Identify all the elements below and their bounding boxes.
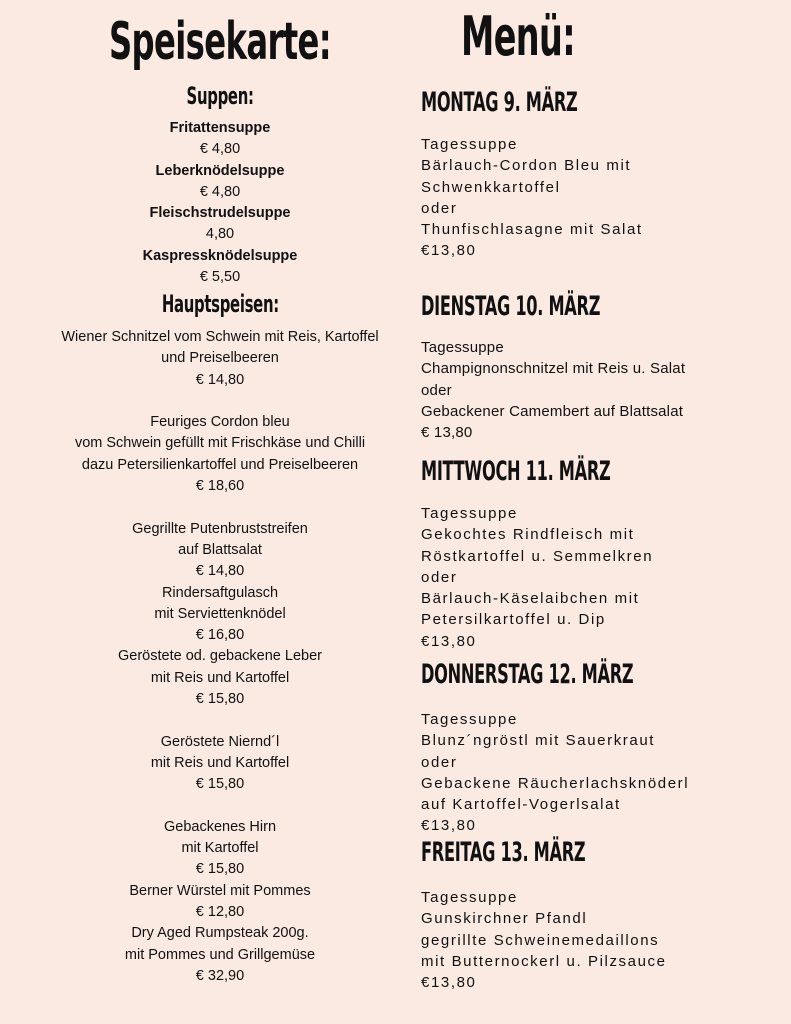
main-dish-line: mit Kartoffel bbox=[181, 840, 259, 857]
day-menu-line: Champignonschnitzel mit Reis u. Salat bbox=[421, 360, 686, 378]
day-menu-friday bbox=[421, 838, 786, 993]
speisekarte-title: Speisekarte: bbox=[108, 12, 332, 72]
day-lines bbox=[421, 709, 786, 837]
day-menu-line: gegrillte Schweinemedaillons bbox=[421, 931, 660, 949]
main-dish-line: € 16,80 bbox=[195, 627, 245, 644]
soups-heading: Suppen: bbox=[186, 82, 254, 110]
main-dish-line: € 18,60 bbox=[195, 478, 245, 495]
day-menu-line: €13,80 bbox=[421, 817, 477, 835]
main-dish-line: € 15,80 bbox=[195, 861, 245, 878]
day-menu-line: oder bbox=[421, 568, 458, 586]
day-menu-line: oder bbox=[421, 753, 458, 771]
soup-price: € 4,80 bbox=[199, 141, 241, 157]
main-dish-line: mit Reis und Kartoffel bbox=[150, 669, 290, 686]
day-menu-line: €13,80 bbox=[421, 242, 477, 260]
day-menu-line: Schwenkkartoffel bbox=[421, 178, 561, 196]
day-menu-line: Gebackener Camembert auf Blattsalat bbox=[421, 402, 684, 420]
day-menu-line: Tagessuppe bbox=[421, 711, 518, 728]
day-menu-line: oder bbox=[421, 199, 458, 217]
soup-name: Leberknödelsuppe bbox=[155, 162, 285, 179]
soup-price: € 4,80 bbox=[199, 183, 241, 200]
day-menu-line: Gunskirchner Pfandl bbox=[421, 910, 588, 928]
main-dish-line: Wiener Schnitzel vom Schwein mit Reis, Kartoffel bbox=[61, 329, 379, 345]
soup-price: 4,80 bbox=[205, 226, 235, 242]
day-lines bbox=[421, 337, 786, 443]
main-dish-line: Gebackenes Hirn bbox=[163, 818, 277, 835]
day-menu-line: Petersilkartoffel u. Dip bbox=[421, 611, 606, 629]
main-dish-line: € 14,80 bbox=[195, 563, 245, 580]
soups-heading-wrap bbox=[20, 82, 420, 110]
day-heading: FREITAG 13. MÄRZ bbox=[421, 837, 586, 868]
main-dish-line: Feuriges Cordon bleu bbox=[150, 414, 290, 431]
day-menu-tuesday bbox=[421, 292, 786, 443]
spacer bbox=[20, 497, 420, 518]
day-menu-wednesday bbox=[421, 457, 786, 652]
day-heading: MONTAG 9. MÄRZ bbox=[421, 87, 578, 118]
main-dish-line: Gegrillte Putenbruststreifen bbox=[132, 520, 308, 537]
day-menu-line: Bärlauch-Käselaibchen mit bbox=[421, 590, 640, 608]
main-dish-line: € 32,90 bbox=[195, 967, 245, 984]
main-dish-line: Geröstete od. gebackene Leber bbox=[118, 648, 322, 665]
spacer bbox=[20, 710, 420, 731]
soup-item bbox=[20, 203, 420, 246]
main-dish-line: und Preiselbeeren bbox=[161, 350, 279, 367]
day-lines bbox=[421, 134, 786, 262]
day-menu-line: Tagessuppe bbox=[421, 889, 518, 906]
main-dish-line: Berner Würstel mit Pommes bbox=[129, 882, 311, 899]
main-dish-line: vom Schwein gefüllt mit Frischkäse und Chilli bbox=[74, 435, 366, 452]
day-menu-line: Röstkartoffel u. Semmelkren bbox=[421, 547, 654, 565]
day-menu-line: oder bbox=[421, 381, 452, 399]
main-dish-line: mit Serviettenknödel bbox=[154, 605, 286, 622]
day-menu-line: Blunz´ngröstl mit Sauerkraut bbox=[421, 732, 656, 750]
day-lines bbox=[421, 887, 786, 993]
mains-heading: Hauptspeisen: bbox=[161, 290, 279, 318]
day-menu-line: Gebackene Räucherlachsknöderl bbox=[421, 774, 690, 792]
main-dish-line: € 12,80 bbox=[195, 904, 245, 921]
day-menu-line: €13,80 bbox=[421, 974, 477, 992]
spacer bbox=[20, 391, 420, 412]
day-menu-line: Tagessuppe bbox=[421, 505, 518, 522]
soup-item bbox=[20, 118, 420, 161]
day-lines bbox=[421, 503, 786, 652]
day-menu-line: auf Kartoffel-Vogerlsalat bbox=[421, 796, 621, 814]
day-menu-line: €13,80 bbox=[421, 632, 477, 650]
soup-item bbox=[20, 246, 420, 289]
main-dish-line: € 15,80 bbox=[195, 776, 245, 793]
day-menu-monday bbox=[421, 88, 786, 262]
day-menu-line: Bärlauch-Cordon Bleu mit bbox=[421, 157, 632, 175]
main-dish-line: dazu Petersilienkartoffel und Preiselbeeren bbox=[81, 456, 359, 473]
main-dish-line: Rindersaftgulasch bbox=[161, 584, 279, 601]
day-menu-line: Gekochtes Rindfleisch mit bbox=[421, 526, 635, 544]
menu-title: Menü: bbox=[461, 5, 575, 68]
day-menu-thursday bbox=[421, 660, 786, 837]
day-menu-line: mit Butternockerl u. Pilzsauce bbox=[421, 952, 667, 970]
soup-price: € 5,50 bbox=[199, 268, 241, 285]
main-dish-line: € 14,80 bbox=[195, 371, 245, 388]
day-menu-line: Thunfischlasagne mit Salat bbox=[421, 221, 643, 239]
soup-item bbox=[20, 161, 420, 204]
main-dish-line: mit Reis und Kartoffel bbox=[150, 754, 290, 771]
day-menu-line: Tagessuppe bbox=[421, 136, 518, 153]
day-menu-line: Tagessuppe bbox=[421, 339, 504, 356]
day-heading: MITTWOCH 11. MÄRZ bbox=[421, 456, 611, 487]
main-dish-line: auf Blattsalat bbox=[178, 541, 262, 558]
day-heading: DONNERSTAG 12. MÄRZ bbox=[421, 659, 634, 690]
day-menu-line: € 13,80 bbox=[421, 424, 473, 442]
main-dish-line: Dry Aged Rumpsteak 200g. bbox=[131, 925, 309, 942]
mains-heading-wrap bbox=[20, 290, 420, 318]
soup-name: Fritattensuppe bbox=[169, 120, 271, 136]
main-dish-list bbox=[20, 327, 420, 987]
soup-name: Kaspressknödelsuppe bbox=[142, 247, 298, 264]
soup-list bbox=[20, 118, 420, 288]
main-dish-line: Geröstete Niernd´l bbox=[160, 733, 280, 750]
speisekarte-title-wrap bbox=[20, 12, 420, 72]
main-dish-line: € 15,80 bbox=[195, 691, 245, 708]
main-dish-line: mit Pommes und Grillgemüse bbox=[124, 946, 316, 963]
soup-name: Fleischstrudelsuppe bbox=[149, 205, 291, 221]
spacer bbox=[20, 796, 420, 817]
day-heading: DIENSTAG 10. MÄRZ bbox=[421, 291, 601, 322]
